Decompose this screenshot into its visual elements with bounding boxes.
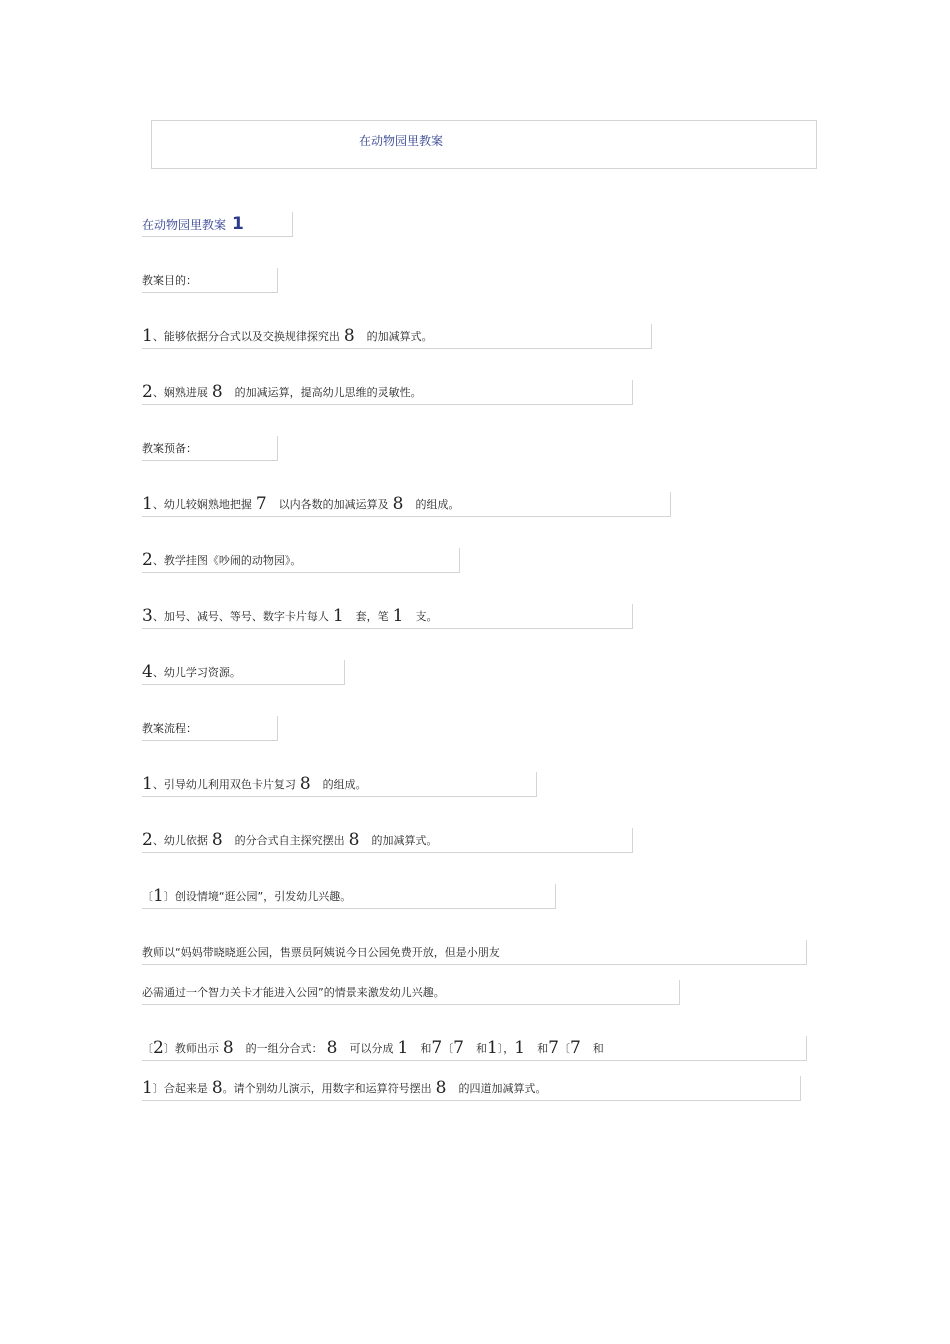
inline-number: 8 <box>211 830 223 850</box>
process-item-2 <box>142 828 633 853</box>
item-number: 1 <box>142 326 153 346</box>
item-text: 〔 <box>558 1042 570 1055</box>
item-number: 3 <box>142 606 153 626</box>
page-title: 在动物园里教案 <box>359 134 444 148</box>
process-item-1 <box>142 772 537 797</box>
section-title <box>142 212 293 237</box>
inline-number: 1 <box>392 606 404 626</box>
process-heading-text: 教案流程： <box>142 722 197 735</box>
inline-number: 7 <box>255 494 267 514</box>
prep-item-3 <box>142 604 633 629</box>
inline-number: 7 <box>431 1038 443 1058</box>
prep-item-1 <box>142 492 671 517</box>
goal-item-2 <box>142 380 633 405</box>
item-text: 的组成。 <box>322 778 367 791</box>
inline-number: 1 <box>332 606 344 626</box>
item-text: 、幼儿依据 <box>152 834 208 847</box>
item-text: 的分合式自主探究摆出 <box>234 834 345 847</box>
prep-heading-text: 教案预备： <box>142 442 197 455</box>
prep-heading <box>142 436 278 461</box>
item-text: 〕， <box>497 1042 515 1055</box>
header-box <box>151 120 817 169</box>
item-text: 〕合起来是 <box>152 1082 208 1095</box>
inline-number: 8 <box>348 830 360 850</box>
prep-item-4 <box>142 660 345 685</box>
inline-number: 8 <box>343 326 355 346</box>
section-title-text: 在动物园里教案 <box>142 218 227 232</box>
item-number: 2 <box>142 382 153 402</box>
item-text: 的一组分合式： <box>245 1042 323 1055</box>
item-text: 和 <box>592 1042 604 1055</box>
item-text: 和 <box>537 1042 549 1055</box>
item-text: 、娴熟进展 <box>152 386 208 399</box>
inline-number: 1 <box>397 1038 409 1058</box>
process-sub-2-continued <box>142 1076 801 1101</box>
item-number: 2 <box>153 1038 164 1058</box>
item-number: 1 <box>142 774 153 794</box>
inline-number: 8 <box>211 382 223 402</box>
item-number: 1 <box>142 1078 153 1098</box>
process-sub-2 <box>142 1036 807 1061</box>
item-text: 、教学挂图《吵闹的动物园》。 <box>152 554 302 567</box>
item-text: 〔 <box>442 1042 454 1055</box>
process-paragraph-line-2 <box>142 980 680 1005</box>
bracket: 〔 <box>142 890 153 903</box>
item-text: 的加减算式。 <box>366 330 433 343</box>
item-text: 和 <box>475 1042 487 1055</box>
item-text: 以内各数的加减运算及 <box>278 498 389 511</box>
item-text: 的加减算式。 <box>371 834 438 847</box>
inline-number: 8 <box>222 1038 234 1058</box>
item-text: 套，笔 <box>355 610 389 623</box>
paragraph-text: 必需通过一个智力关卡才能进入公园”的情景来激发幼儿兴趣。 <box>142 986 445 999</box>
item-text: 、幼儿学习资源。 <box>152 666 241 679</box>
inline-number: 7 <box>548 1038 559 1058</box>
process-sub-1 <box>142 884 556 909</box>
item-number: 2 <box>142 830 153 850</box>
process-heading <box>142 716 278 741</box>
item-text: 和 <box>420 1042 432 1055</box>
item-number: 4 <box>142 662 153 682</box>
item-number: 1 <box>142 494 153 514</box>
goals-heading-text: 教案目的： <box>142 274 197 287</box>
inline-number: 8 <box>435 1078 447 1098</box>
goal-item-1 <box>142 324 652 349</box>
item-text: 、幼儿较娴熟地把握 <box>152 498 252 511</box>
item-text: 。请个别幼儿演示，用数字和运算符号摆出 <box>222 1082 432 1095</box>
item-text: 可以分成 <box>349 1042 394 1055</box>
prep-item-2 <box>142 548 460 573</box>
inline-number: 7 <box>453 1038 464 1058</box>
paragraph-text: 教师以“妈妈带晓晓逛公园，售票员阿姨说今日公园免费开放，但是小朋友 <box>142 946 500 959</box>
item-text: 的加减运算，提高幼儿思维的灵敏性。 <box>234 386 422 399</box>
item-text: 、能够依据分合式以及交换规律探究出 <box>152 330 340 343</box>
item-number: 1 <box>153 886 164 906</box>
inline-number: 8 <box>326 1038 338 1058</box>
item-text: 〕创设情境“逛公园”，引发幼儿兴趣。 <box>163 890 352 903</box>
item-number: 2 <box>142 550 153 570</box>
item-text: 的四道加减算式。 <box>458 1082 547 1095</box>
item-text: 、引导幼儿利用双色卡片复习 <box>152 778 296 791</box>
inline-number: 7 <box>569 1038 581 1058</box>
item-text: 的组成。 <box>415 498 460 511</box>
item-text: 〕教师出示 <box>163 1042 219 1055</box>
section-title-number: 1 <box>232 214 244 234</box>
bracket: 〔 <box>142 1042 153 1055</box>
inline-number: 8 <box>211 1078 223 1098</box>
item-text: 支。 <box>415 610 438 623</box>
goals-heading <box>142 268 278 293</box>
inline-number: 1 <box>486 1038 498 1058</box>
inline-number: 1 <box>514 1038 526 1058</box>
process-paragraph-line-1 <box>142 940 807 965</box>
inline-number: 8 <box>299 774 311 794</box>
inline-number: 8 <box>392 494 404 514</box>
item-text: 、加号、减号、等号、数字卡片每人 <box>152 610 329 623</box>
